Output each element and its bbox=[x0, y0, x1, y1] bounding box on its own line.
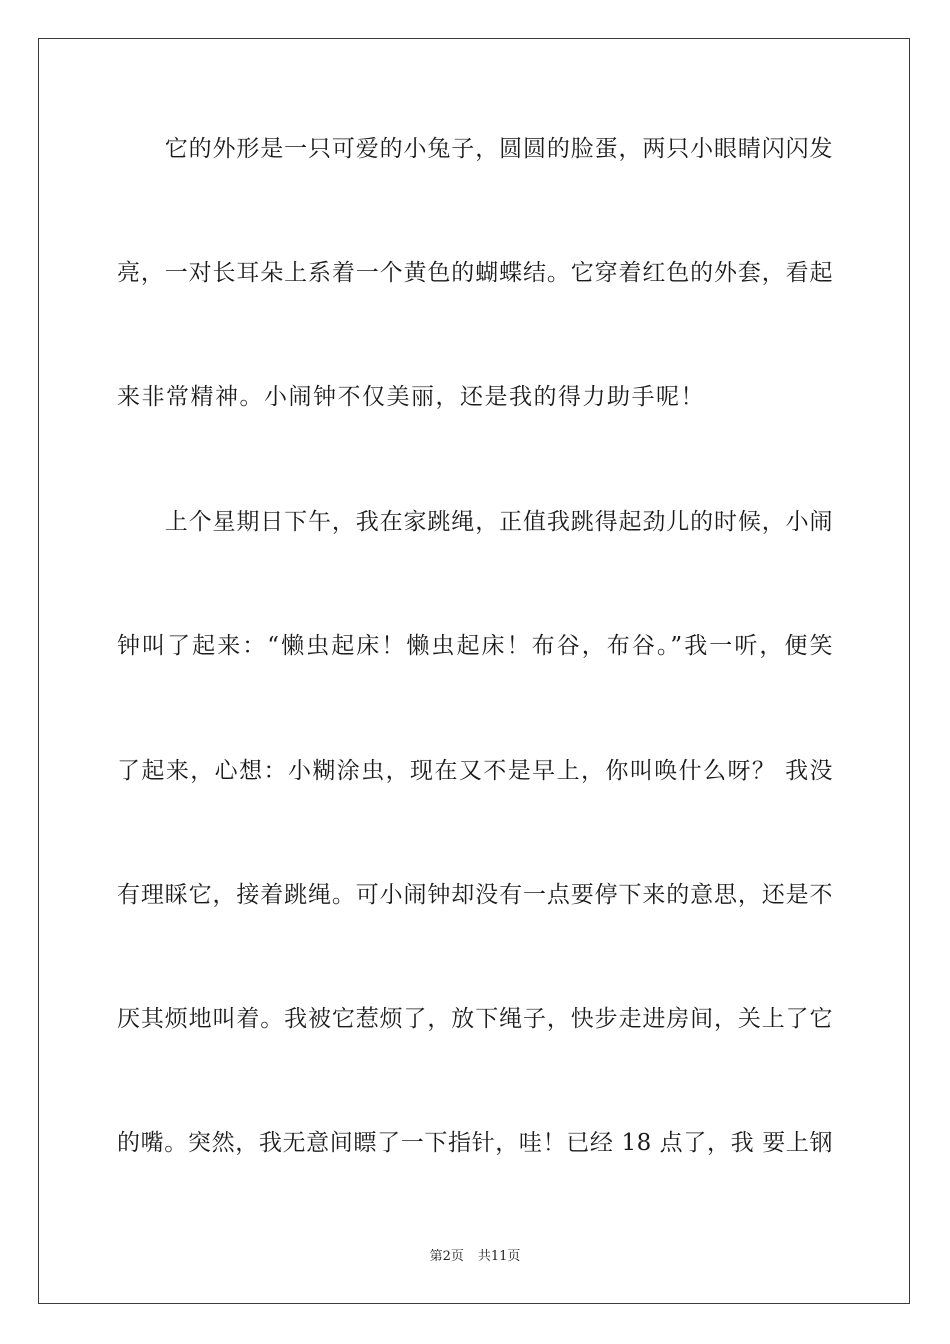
paragraph-2-line-1: 上个星期日下午，我在家跳绳，正值我跳得起劲儿的时候，小闹 bbox=[117, 509, 833, 535]
paragraph-2-line-6: 的嘴。突然，我无意间瞟了一下指针，哇！已经 18 点了，我 要上钢 bbox=[117, 1130, 833, 1156]
paragraph-2-line-5: 厌其烦地叫着。我被它惹烦了，放下绳子，快步走进房间，关上了它 bbox=[117, 1006, 833, 1032]
page-total: 共11页 bbox=[477, 1249, 521, 1264]
paragraph-2-line-4: 有理睬它，接着跳绳。可小闹钟却没有一点要停下来的意思，还是不 bbox=[117, 882, 833, 908]
paragraph-2-line-2: 钟叫了起来：“懒虫起床！懒虫起床！布谷，布谷。”我一听，便笑 bbox=[117, 633, 833, 659]
paragraph-1-line-1: 它的外形是一只可爱的小兔子，圆圆的脸蛋，两只小眼睛闪闪发 bbox=[117, 136, 833, 162]
paragraph-1-line-3: 来非常精神。小闹钟不仅美丽，还是我的得力助手呢！ bbox=[117, 384, 705, 410]
page-border bbox=[38, 38, 910, 1304]
paragraph-2-line-3: 了起来，心想：小糊涂虫，现在又不是早上，你叫唤什么呀？ 我没 bbox=[117, 758, 833, 784]
page-number: 第2页 bbox=[429, 1249, 464, 1264]
paragraph-1-line-2: 亮，一对长耳朵上系着一个黄色的蝴蝶结。它穿着红色的外套，看起 bbox=[117, 260, 833, 286]
page-footer bbox=[0, 1248, 950, 1266]
